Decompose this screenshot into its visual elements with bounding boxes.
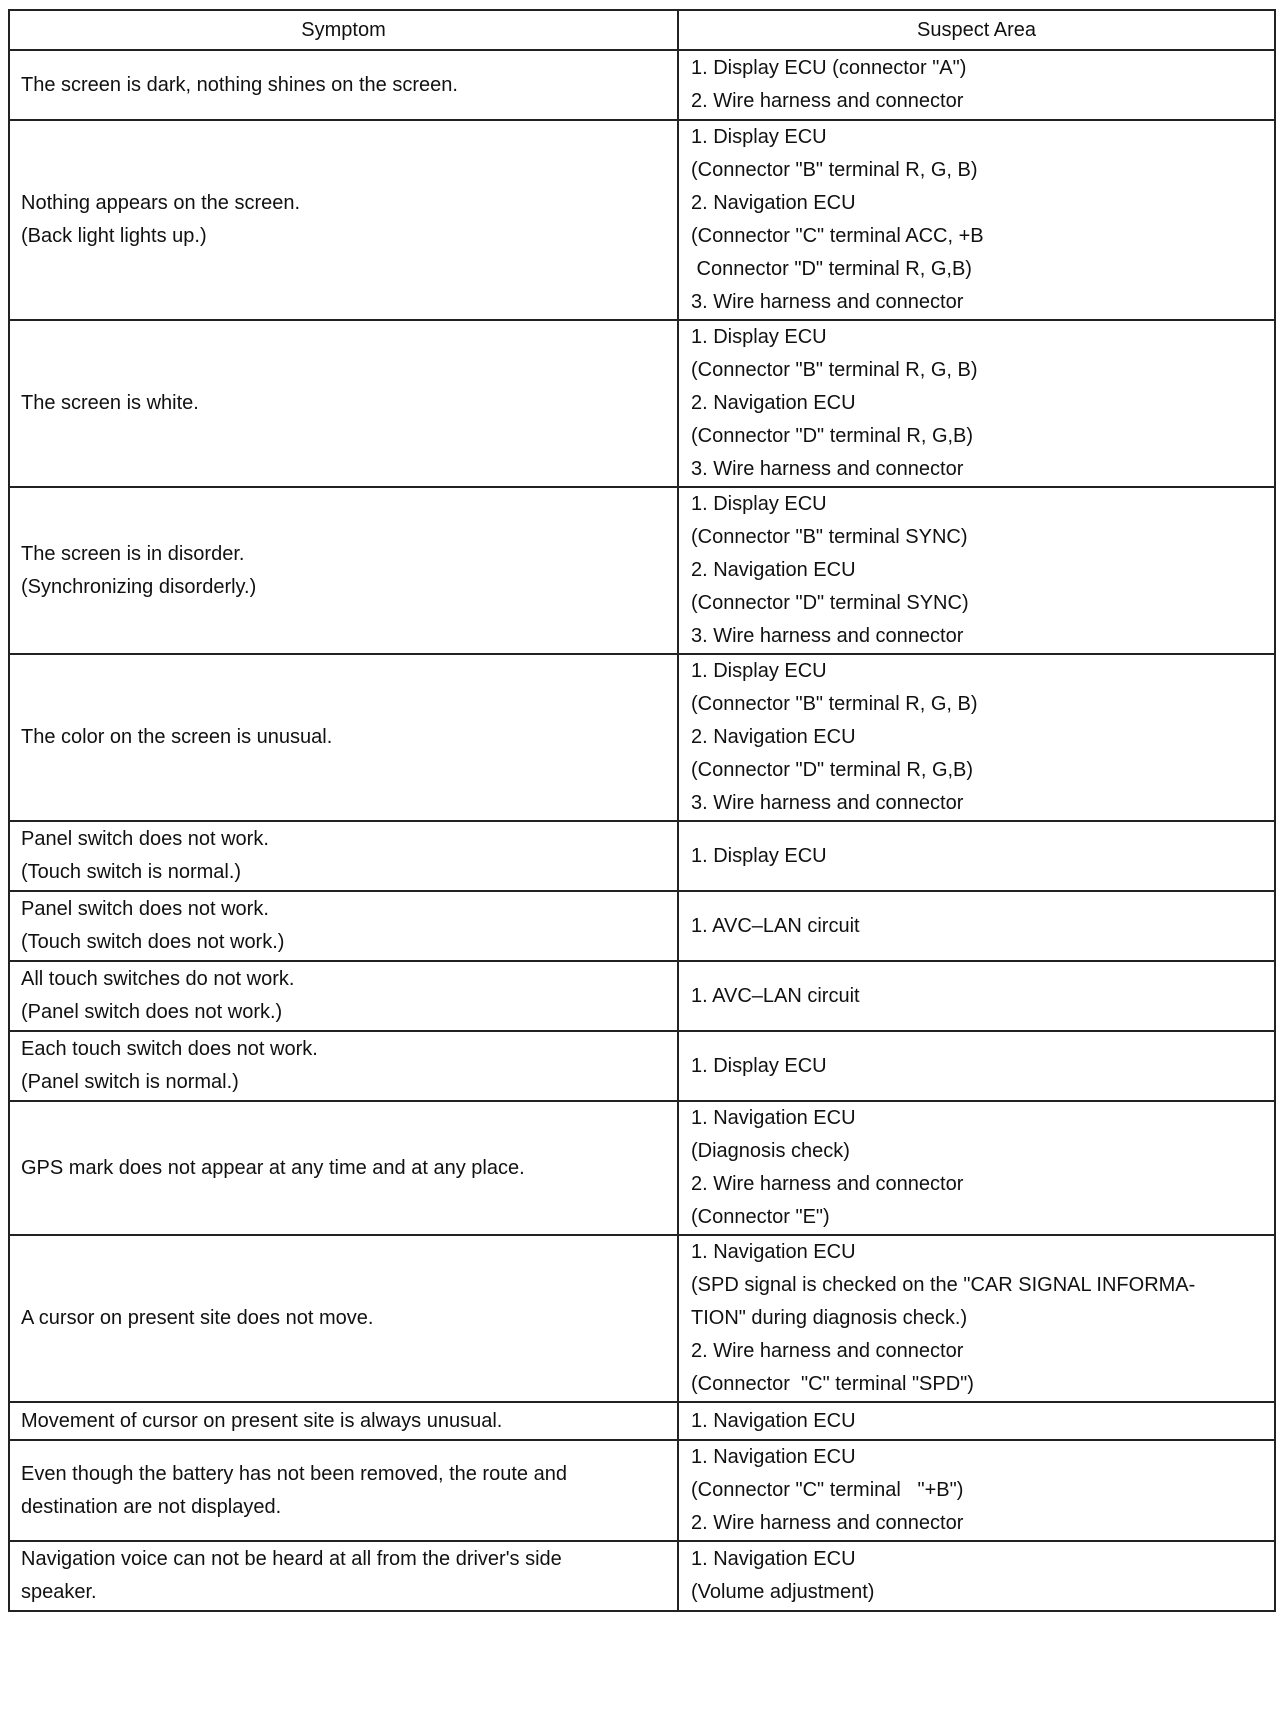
suspect-area-cell (678, 320, 1275, 487)
symptom-text: Panel switch does not work. (21, 898, 269, 920)
symptom-cell (9, 961, 678, 1031)
suspect-area-text: (Connector "D" terminal R, G,B) (691, 759, 974, 781)
suspect-area-text: 2. Navigation ECU (691, 559, 856, 581)
symptom-text: All touch switches do not work. (21, 968, 295, 990)
suspect-area-text: (Connector "B" terminal SYNC) (691, 526, 968, 548)
suspect-area-text: 1. Display ECU (691, 1054, 827, 1077)
suspect-area-cell (678, 961, 1275, 1031)
suspect-area-text: (Connector "C" terminal ACC, +B (691, 225, 984, 247)
suspect-area-text: (Connector "B" terminal R, G, B) (691, 693, 978, 715)
symptom-cell (9, 1440, 678, 1541)
suspect-area-text: (Volume adjustment) (691, 1581, 875, 1603)
suspect-area-text: 3. Wire harness and connector (691, 458, 964, 480)
table-row (9, 1541, 1275, 1611)
symptom-text: Panel switch does not work. (21, 828, 269, 850)
suspect-area-header: Suspect Area (678, 10, 1275, 50)
symptom-text: (Panel switch is normal.) (21, 1071, 239, 1093)
symptom-text: speaker. (21, 1581, 97, 1603)
suspect-area-cell (678, 891, 1275, 961)
symptom-text: A cursor on present site does not move. (21, 1307, 374, 1329)
symptom-header: Symptom (9, 10, 678, 50)
symptom-cell (9, 891, 678, 961)
symptom-text: Nothing appears on the screen. (21, 192, 301, 214)
symptom-cell (9, 487, 678, 654)
symptom-cell (9, 654, 678, 821)
symptom-text: (Touch switch does not work.) (21, 931, 285, 953)
symptom-text: The screen is in disorder. (21, 542, 245, 565)
suspect-area-text: (Connector "B" terminal R, G, B) (691, 159, 978, 181)
table-row (9, 821, 1275, 891)
symptom-text: The color on the screen is unusual. (21, 726, 333, 748)
suspect-area-text: 2. Wire harness and connector (691, 1173, 964, 1195)
table-body (9, 50, 1275, 1611)
suspect-area-text: 1. Navigation ECU (691, 1548, 856, 1570)
symptom-cell (9, 1235, 678, 1402)
suspect-area-text: 3. Wire harness and connector (691, 291, 964, 313)
symptom-text: GPS mark does not appear at any time and at any place. (21, 1156, 525, 1179)
suspect-area-text: 1. AVC–LAN circuit (691, 984, 860, 1007)
symptom-text: The screen is white. (21, 392, 199, 414)
table-row (9, 961, 1275, 1031)
suspect-area-cell (678, 1235, 1275, 1402)
symptom-text: Movement of cursor on present site is always unusual. (21, 1409, 503, 1432)
suspect-area-text: (Connector "D" terminal R, G,B) (691, 425, 974, 447)
suspect-area-text: 2. Navigation ECU (691, 192, 856, 214)
suspect-area-text: 1. Display ECU (691, 660, 827, 682)
suspect-area-text: 1. Navigation ECU (691, 1446, 856, 1468)
suspect-area-text: 1. Display ECU (691, 126, 827, 148)
suspect-area-text: (Connector "B" terminal R, G, B) (691, 359, 978, 381)
suspect-area-text: (Connector "E") (691, 1206, 830, 1228)
symptom-text: (Panel switch does not work.) (21, 1001, 283, 1023)
symptom-cell (9, 120, 678, 320)
suspect-area-text: 1. Navigation ECU (691, 1241, 856, 1263)
suspect-area-text: 2. Navigation ECU (691, 392, 856, 414)
suspect-area-text: (Diagnosis check) (691, 1140, 850, 1162)
symptom-text: Each touch switch does not work. (21, 1038, 318, 1060)
symptom-text: (Back light lights up.) (21, 225, 207, 247)
table-row (9, 1031, 1275, 1101)
suspect-area-cell (678, 654, 1275, 821)
suspect-area-text: 2. Wire harness and connector (691, 1512, 964, 1534)
table-row (9, 891, 1275, 961)
symptom-cell (9, 1541, 678, 1611)
table-row (9, 654, 1275, 821)
suspect-area-text: Connector "D" terminal R, G,B) (691, 258, 972, 280)
table-row (9, 1101, 1275, 1235)
suspect-area-cell (678, 50, 1275, 120)
symptom-text: (Touch switch is normal.) (21, 861, 242, 883)
symptom-text: (Synchronizing disorderly.) (21, 575, 257, 598)
suspect-area-text: 1. AVC–LAN circuit (691, 914, 860, 937)
table-header-row (9, 10, 1275, 50)
table-row (9, 120, 1275, 320)
suspect-area-text: 2. Navigation ECU (691, 726, 856, 748)
symptom-cell (9, 1031, 678, 1101)
table-row (9, 1402, 1275, 1440)
symptom-cell (9, 320, 678, 487)
suspect-area-text: 1. Navigation ECU (691, 1107, 856, 1129)
suspect-area-cell (678, 1101, 1275, 1235)
suspect-area-text: 1. Navigation ECU (691, 1409, 856, 1432)
suspect-area-text: 1. Display ECU (connector "A") (691, 57, 967, 79)
table-row (9, 1235, 1275, 1402)
symptom-text: Even though the battery has not been removed, the route and (21, 1462, 567, 1485)
suspect-area-text: 1. Display ECU (691, 844, 827, 867)
suspect-area-cell (678, 1541, 1275, 1611)
suspect-area-text: TION" during diagnosis check.) (691, 1307, 968, 1329)
symptom-cell (9, 50, 678, 120)
suspect-area-text: 2. Wire harness and connector (691, 1340, 964, 1362)
suspect-area-cell (678, 1440, 1275, 1541)
symptom-text: Navigation voice can not be heard at all from the driver's side (21, 1548, 562, 1570)
suspect-area-text: (Connector "C" terminal "SPD") (691, 1373, 974, 1395)
suspect-area-text: (Connector "D" terminal SYNC) (691, 592, 969, 614)
suspect-area-text: 3. Wire harness and connector (691, 625, 964, 647)
troubleshooting-table (8, 9, 1276, 1612)
table-row (9, 320, 1275, 487)
suspect-area-cell (678, 487, 1275, 654)
suspect-area-text: 1. Display ECU (691, 326, 827, 348)
suspect-area-text: 1. Display ECU (691, 493, 827, 515)
table-row (9, 50, 1275, 120)
suspect-area-cell (678, 1402, 1275, 1440)
suspect-area-cell (678, 821, 1275, 891)
table-row (9, 1440, 1275, 1541)
table-row (9, 487, 1275, 654)
suspect-area-text: (SPD signal is checked on the "CAR SIGNAL INFORMA- (691, 1274, 1196, 1296)
suspect-area-cell (678, 120, 1275, 320)
symptom-text: The screen is dark, nothing shines on the screen. (21, 73, 458, 96)
symptom-cell (9, 1101, 678, 1235)
suspect-area-text: 2. Wire harness and connector (691, 90, 964, 112)
suspect-area-cell (678, 1031, 1275, 1101)
symptom-cell (9, 821, 678, 891)
suspect-area-text: 3. Wire harness and connector (691, 792, 964, 814)
symptom-text: destination are not displayed. (21, 1495, 282, 1518)
suspect-area-text: (Connector "C" terminal "+B") (691, 1479, 964, 1501)
symptom-cell (9, 1402, 678, 1440)
